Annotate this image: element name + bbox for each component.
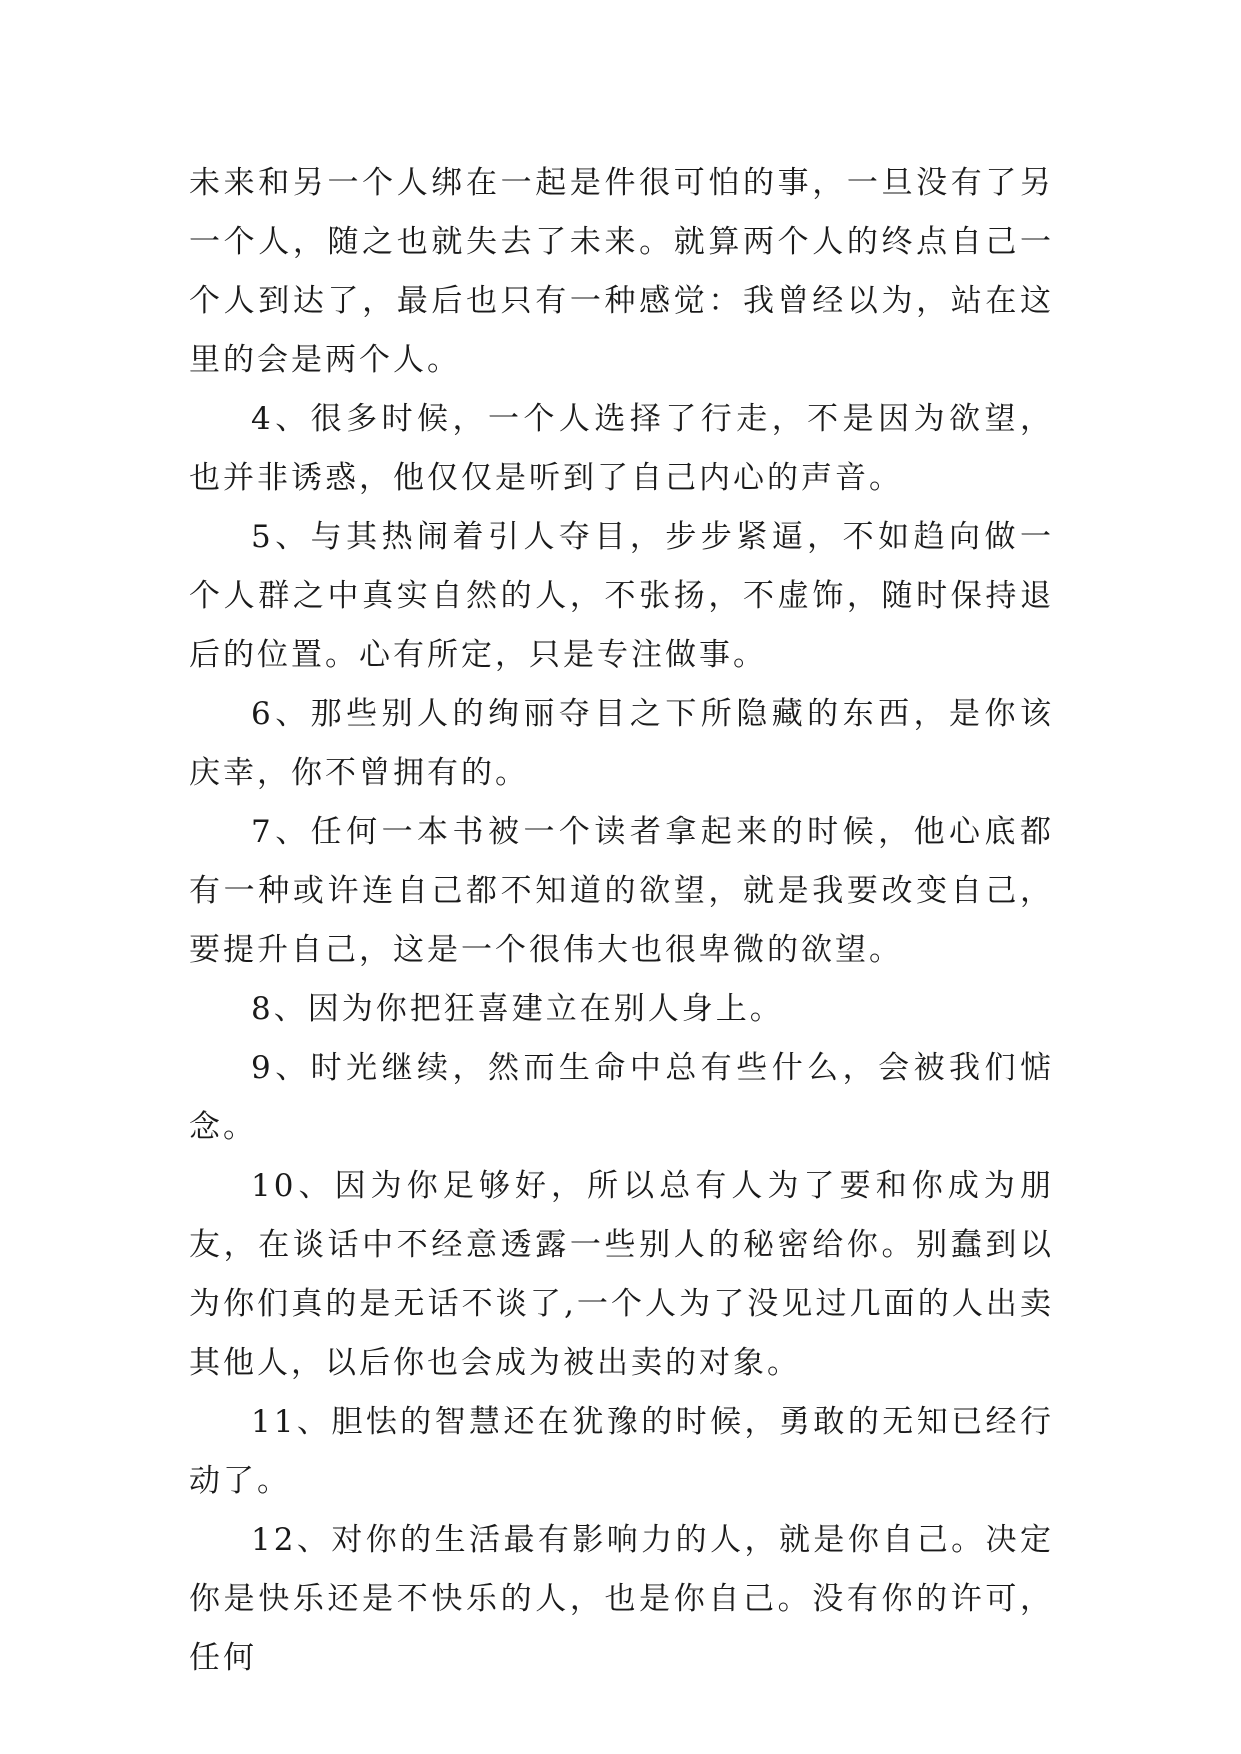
paragraph-item-5: 5、与其热闹着引人夺目，步步紧逼，不如趋向做一个人群之中真实自然的人，不张扬，不虚饰，随时保持退后的位置。心有所定，只是专注做事。 [189, 519, 1054, 673]
paragraph-item-11: 11、胆怯的智慧还在犹豫的时候，勇敢的无知已经行动了。 [189, 1404, 1054, 1499]
paragraph-continuation: 未来和另一个人绑在一起是件很可怕的事，一旦没有了另一个人，随之也就失去了未来。就算两个人的终点自己一个人到达了，最后也只有一种感觉：我曾经以为，站在这里的会是两个人。 [189, 165, 1054, 378]
paragraph-item-9: 9、时光继续，然而生命中总有些什么，会被我们惦念。 [189, 1050, 1054, 1145]
paragraph-item-12: 12、对你的生活最有影响力的人，就是你自己。决定你是快乐还是不快乐的人，也是你自己。没有你的许可，任何 [189, 1522, 1054, 1676]
document-body [189, 154, 1054, 1688]
paragraph-item-8: 8、因为你把狂喜建立在别人身上。 [251, 991, 784, 1027]
paragraph-item-4: 4、很多时候，一个人选择了行走，不是因为欲望，也并非诱惑，他仅仅是听到了自己内心的声音。 [189, 401, 1054, 496]
paragraph-item-10: 10、因为你足够好，所以总有人为了要和你成为朋友，在谈话中不经意透露一些别人的秘密给你。别蠢到以为你们真的是无话不谈了,一个人为了没见过几面的人出卖其他人，以后你也会成为被出卖的对象。 [189, 1168, 1054, 1381]
paragraph-item-6: 6、那些别人的绚丽夺目之下所隐藏的东西，是你该庆幸，你不曾拥有的。 [189, 696, 1054, 791]
paragraph-item-7: 7、任何一本书被一个读者拿起来的时候，他心底都有一种或许连自己都不知道的欲望，就是我要改变自己，要提升自己，这是一个很伟大也很卑微的欲望。 [189, 814, 1054, 968]
